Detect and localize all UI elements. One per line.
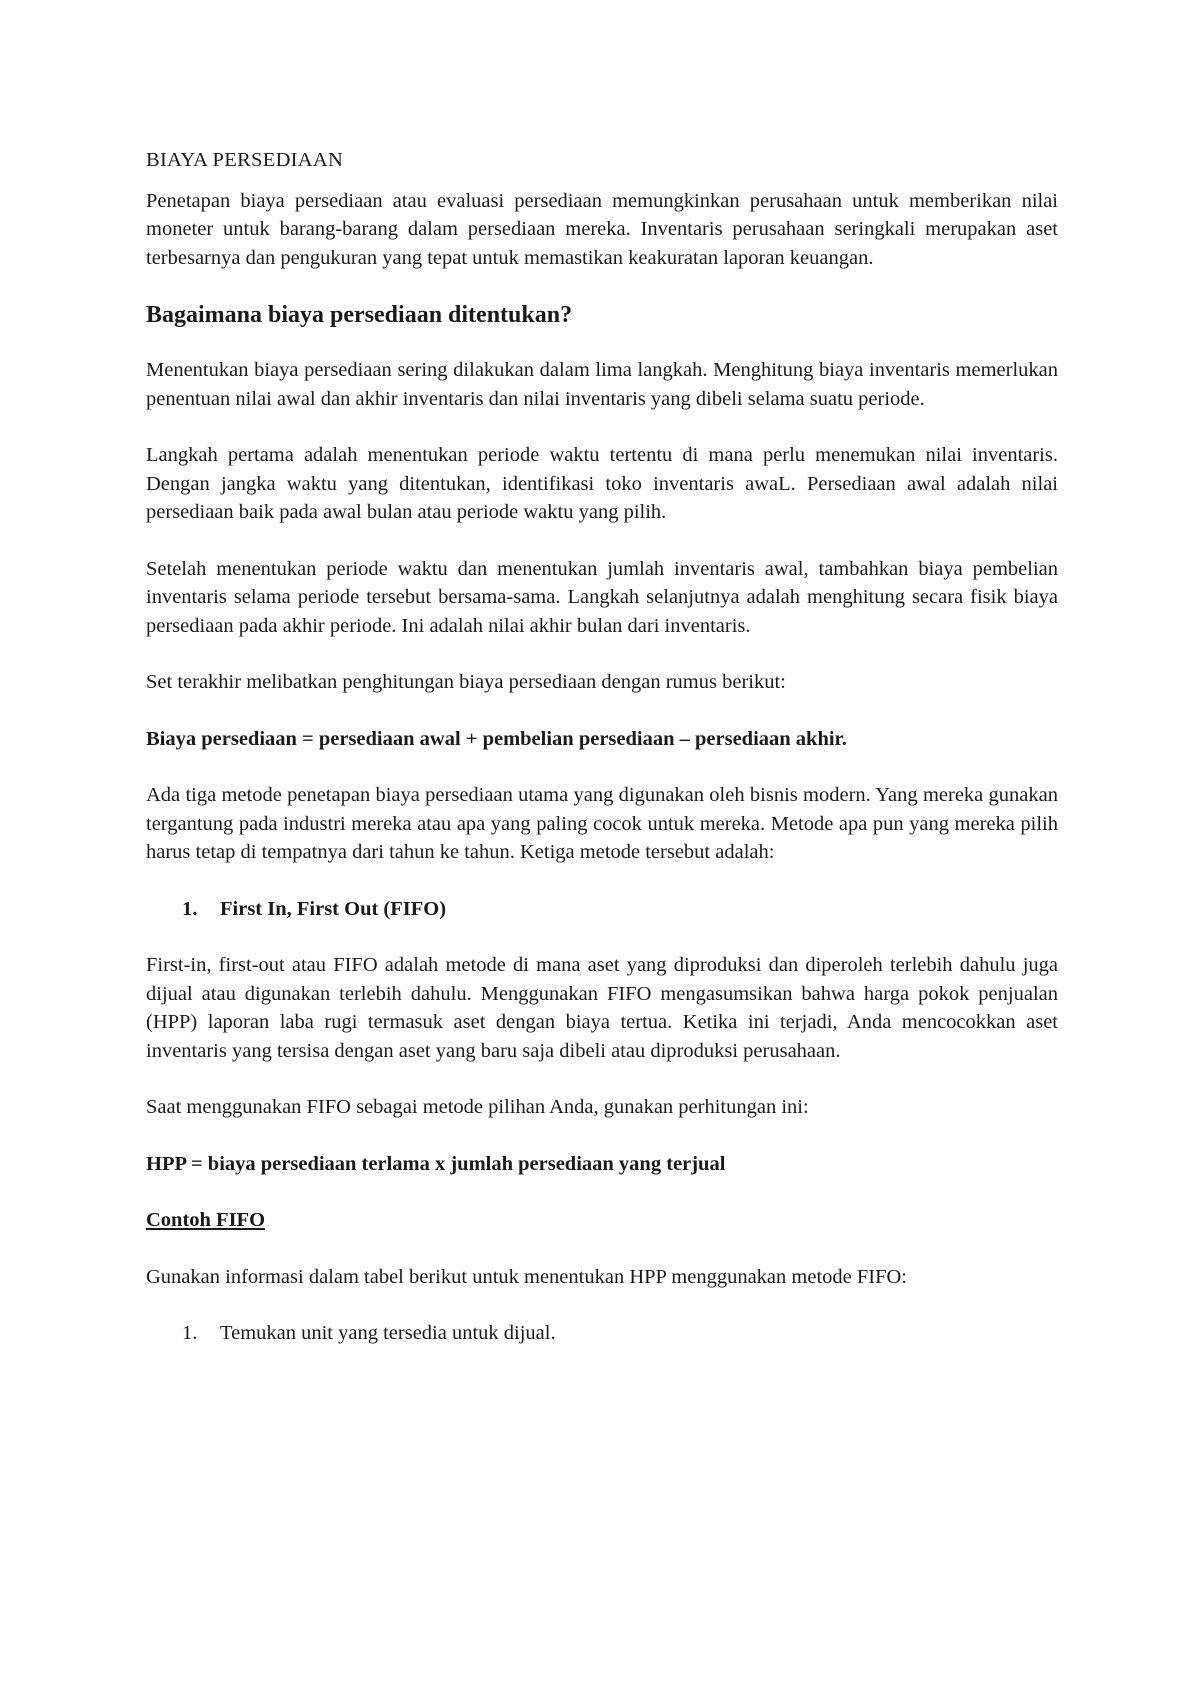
method-heading-fifo: First In, First Out (FIFO)	[220, 897, 447, 920]
list-item-fifo	[146, 895, 1058, 924]
document-title: BIAYA PERSEDIAAN	[146, 149, 344, 171]
example-intro: Gunakan informasi dalam tabel berikut untuk menentukan HPP menggunakan metode FIFO:	[146, 1265, 908, 1288]
fifo-description: First-in, first-out atau FIFO adalah metode di mana aset yang diproduksi dan diperoleh terlebih dahulu juga dijual atau digunakan terlebih dahulu. Menggunakan FIFO mengasumsikan bahwa harga pokok penjualan (HPP) laporan laba rugi termasuk aset dengan biaya tertua. Ketika ini terjadi, Anda mencocokkan aset inventaris yang tersisa dengan aset yang baru saja dibeli atau diproduksi perusahaan.	[146, 954, 1058, 1062]
methods-intro-paragraph: Ada tiga metode penetapan biaya persediaan utama yang digunakan oleh bisnis modern. Yang mereka gunakan tergantung pada industri mereka atau apa yang paling cocok untuk mereka. Metode apa pun yang mereka pilih harus tetap di tempatnya dari tahun ke tahun. Ketiga metode tersebut adalah:	[146, 784, 1058, 863]
list-item-step-1	[146, 1319, 1058, 1348]
list-number: 1.	[182, 1322, 198, 1344]
document-page	[146, 146, 1058, 1376]
steps-list	[146, 1319, 1058, 1348]
section-heading: Bagaimana biaya persediaan ditentukan?	[146, 302, 573, 328]
step-1-text: Temukan unit yang tersedia untuk dijual.	[220, 1322, 556, 1344]
example-heading: Contoh FIFO	[146, 1209, 266, 1231]
methods-list	[146, 895, 1058, 924]
paragraph-steps-overview: Menentukan biaya persediaan sering dilakukan dalam lima langkah. Menghitung biaya inventaris memerlukan penentuan nilai awal dan akhir inventaris dan nilai inventaris yang dibeli selama suatu periode.	[146, 359, 1058, 410]
fifo-usage-text: Saat menggunakan FIFO sebagai metode pilihan Anda, gunakan perhitungan ini:	[146, 1096, 809, 1118]
paragraph-first-step: Langkah pertama adalah menentukan periode waktu tertentu di mana perlu menemukan nilai inventaris. Dengan jangka waktu yang ditentukan, identifikasi toko inventaris awaL. Persediaan awal adalah nilai persediaan baik pada awal bulan atau periode waktu yang pilih.	[146, 444, 1058, 523]
intro-paragraph: Penetapan biaya persediaan atau evaluasi persediaan memungkinkan perusahaan untuk memberikan nilai moneter untuk barang-barang dalam persediaan mereka. Inventaris perusahaan seringkali merupakan aset terbesarnya dan pengukuran yang tepat untuk memastikan keakuratan laporan keuangan.	[146, 189, 1058, 269]
paragraph-next-steps: Setelah menentukan periode waktu dan menentukan jumlah inventaris awal, tambahkan biaya pembelian inventaris selama periode tersebut bersama-sama. Langkah selanjutnya adalah menghitung secara fisik biaya persediaan pada akhir periode. Ini adalah nilai akhir bulan dari inventaris.	[146, 557, 1058, 637]
hpp-formula: HPP = biaya persediaan terlama x jumlah persediaan yang terjual	[146, 1152, 726, 1175]
inventory-cost-formula: Biaya persediaan = persediaan awal + pembelian persediaan – persediaan akhir.	[146, 727, 847, 750]
list-number: 1.	[182, 897, 198, 920]
paragraph-formula-intro: Set terakhir melibatkan penghitungan biaya persediaan dengan rumus berikut:	[146, 671, 786, 693]
